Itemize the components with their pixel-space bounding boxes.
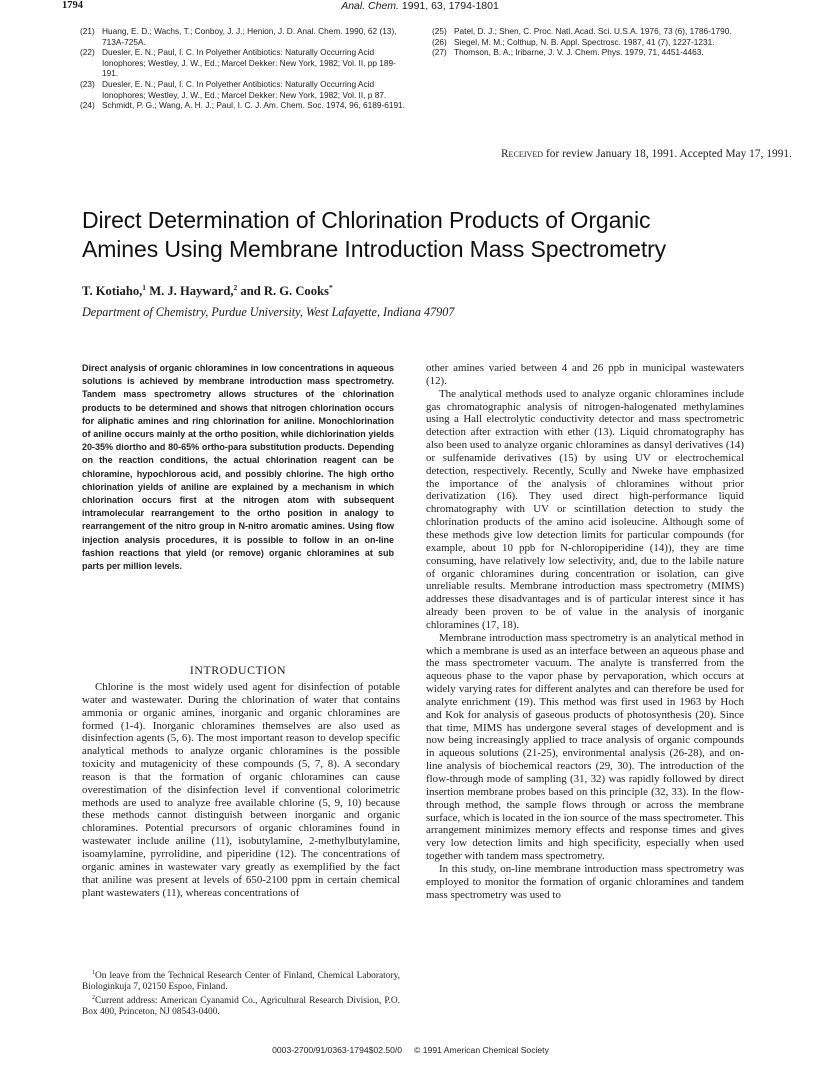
reference-item: (23) Duesler, E. N.; Paul, I. C. In Polyether Antibiotics: Naturally Occurring Acid Ionophores; Westley, J. W., Ed.; Marcel Dekker: New York, 1982; Vol. II, p 87. (80, 78, 387, 100)
paragraph: other amines varied between 4 and 26 ppb in municipal wastewaters (12). (426, 362, 744, 387)
journal-citation: 1991, 63, 1794-1801 (401, 0, 499, 12)
running-head (300, 0, 540, 12)
reference-item: (21) Huang, E. D.; Wachs, T.; Conboy, J. J.; Henion, J. D. Anal. Chem. 1990, 62 (13), 713A-725A. (80, 26, 397, 47)
footnote: $^1$On leave from the Technical Research Center of Finland, Chemical Laboratory, Biologinkuja 7, 02150 Espoo, Finland. (82, 970, 400, 992)
section-heading: INTRODUCTION (189, 663, 287, 677)
title-line: Amines Using Membrane Introduction Mass Spectrometry (82, 236, 667, 262)
footnotes (82, 968, 400, 1017)
author-mark: 1 (142, 283, 147, 292)
paragraph: Membrane introduction mass spectrometry is an analytical method in which a membrane is used as an interface between an aqueous phase and the mass spectrometer vacuum. The analyte is transferred from the aqueous phase to the vapor phase by pervaporation, which occurs at widely varying rates for different analytes and can therefore be used for analyte enrichment (19). This method was first used in 1963 by Hoch and Kok for analysis of gaseous products of photosynthesis (20). Since that time, MIMS has undergone several stages of development and is now being increasingly applied to trace analysis of organic compounds in aqueous solutions (21-25), environmental analysis (26-28), and on-line analysis of biochemical reactors (29, 30). The introduction of the flow-through mode of sampling (31, 32) was rapidly followed by direct insertion membrane probes based on this principle (32, 33). In the flow-through method, the sample flows through or across the membrane surface, which is located in the ion source of the mass spectrometer. This arrangement minimizes memory effects and response times and gives very low detection limits and high specificity, especially when used together with tandem mass spectrometry. (426, 631, 744, 863)
received-label: Received (500, 148, 544, 160)
journal-name: Anal. Chem. (341, 0, 399, 12)
author-name: and R. G. Cooks (237, 284, 329, 299)
paragraph: Chlorine is the most widely used agent for disinfection of potable water and wastewater. During the chlorination of water that contains ammonia or organic amines, inorganic and organic chloramines are formed (1-4). Inorganic chloramines themselves are also used as disinfection agents (5, 6). The most important reason to develop specific analytical methods to analyze organic chloramines is the possible toxicity and mutagenicity of these compounds (5, 7, 8). A secondary reason is that the formation of organic chloramines can cause overestimation of the disinfection level if conventional colorimetric methods are used to analyze free available chlorine (5, 9, 10) because these methods cannot distinguish between inorganic and organic chloramines. Potential precursors of organic chloramines found in wastewater include aniline (11), isobutylamine, 2-methylbutylamine, isoamylamine, pyrrolidine, and piperidine (12). The concentrations of organic amines in wastewater vary greatly as exemplified by the fact that aniline was present at levels of 650-2100 ppm in certain chemical plant wastewaters (11), whereas concentrations of (82, 681, 400, 899)
copyright: © 1991 American Chemical Society (414, 1045, 549, 1055)
paragraph: The analytical methods used to analyze organic chloramines include gas chromatographic analysis of nitrogen-halogenated methylamines using a Hall electrolytic conductivity detector and mass spectrometric detection after extraction with ether (13). Liquid chromatography has also been used to analyze organic chloramines as dansyl derivatives (14) or sulfenamide derivatives (15) by using UV or electrochemical detection, respectively. Recently, Scully and Nweke have emphasized the importance of the analysis of chloramines without prior derivatization (16). They used direct high-performance liquid chromatography with UV or scintillation detection to study the chlorination products of the amino acid isoleucine. Although some of these methods give low detection limits for particular compounds (for example, about 10 ppb for N-chloropiperidine (14)), they are time consuming, have relatively low selectivity, and, due to the labile nature of organic chloramines during concentration or isolation, can give unreliable results. Membrane introduction mass spectrometry (MIMS) addresses these disadvantages and is of particular interest since it has already been proven to be of value in the analysis of inorganic chloramines (17, 18). (426, 387, 744, 631)
references-right (432, 26, 772, 58)
paragraph: In this study, on-line membrane introduction mass spectrometry was employed to monitor the formation of organic chloramines and tandem mass spectrometry was used to (426, 862, 744, 901)
received-note (432, 148, 792, 160)
references-left (80, 26, 410, 111)
author-list (82, 283, 333, 299)
article-title (82, 206, 782, 264)
footnote: $^2$Current address: American Cyanamid Co., Agricultural Research Division, P.O. Box 400, Princeton, NJ 08543-0400. (82, 994, 400, 1017)
author-name: M. J. Hayward, (146, 284, 234, 299)
introduction-text (82, 681, 400, 899)
right-column-text (426, 362, 744, 901)
page-number: 1794 (62, 0, 83, 11)
reference-item: (24) Schmidt, P. G.; Wang, A. H. J.; Paul, I. C. J. Am. Chem. Soc. 1974, 96, 6189-6191. (80, 100, 405, 111)
author-name: T. Kotiaho, (82, 284, 143, 299)
received-dates: for review January 18, 1991. Accepted May 17, 1991. (546, 148, 792, 160)
reference-item: (25) Patel, D. J.; Shen, C. Proc. Natl. Acad. Sci. U.S.A. 1976, 73 (6), 1786-1790. (432, 26, 732, 36)
affiliation: Department of Chemistry, Purdue University, West Lafayette, Indiana 47907 (82, 305, 455, 319)
reference-item: (26) Siegel, M. M.; Colthup, N. B. Appl. Spectrosc. 1987, 41 (7), 1227-1231. (432, 36, 715, 47)
page-footer (0, 1045, 821, 1055)
reference-item: (22) Duesler, E. N.; Paul, I. C. In Polyether Antibiotics: Naturally Occurring Acid Ionophores; Westley, J. W., Ed.; Marcel Dekker: New York, 1982; Vol. II, pp 189-191. (80, 47, 396, 79)
author-mark: 2 (233, 283, 238, 292)
reference-item: (27) Thomson, B. A.; Iribarne, J. V. J. Chem. Phys. 1979, 71, 4451-4463. (432, 47, 704, 58)
author-mark: * (328, 283, 333, 292)
publication-code: 0003-2700/91/0363-1794$02.50/0 (272, 1045, 403, 1055)
abstract: Direct analysis of organic chloramines in low concentrations in aqueous solutions is achieved by membrane introduction mass spectrometry. Tandem mass spectrometry allows structures of the chlorination products to be determined and shows that nitrogen chlorination occurs for aliphatic amines and ring chlorination for aniline. Monochlorination of aniline occurs mainly at the ortho position, while dichlorination yields 20-35% diortho and 80-65% ortho-para substitution products. Depending on the reaction conditions, the actual chlorination reagent can be chloramine, hypochlorous acid, and possibly chlorine. The high ortho chlorination yields of aniline are explained by a mechanism in which chlorination occurs first at the nitrogen atom with subsequent intramolecular rearrangement to the ortho position in analogy to rearrangement of the nitro group in N-nitro aromatic amines. Using flow injection analysis procedures, it is possible to follow in an on-line fashion reactions that yield (or remove) organic chloramines at sub parts per million levels. (82, 363, 394, 572)
title-line: Direct Determination of Chlorination Products of Organic (82, 207, 651, 233)
